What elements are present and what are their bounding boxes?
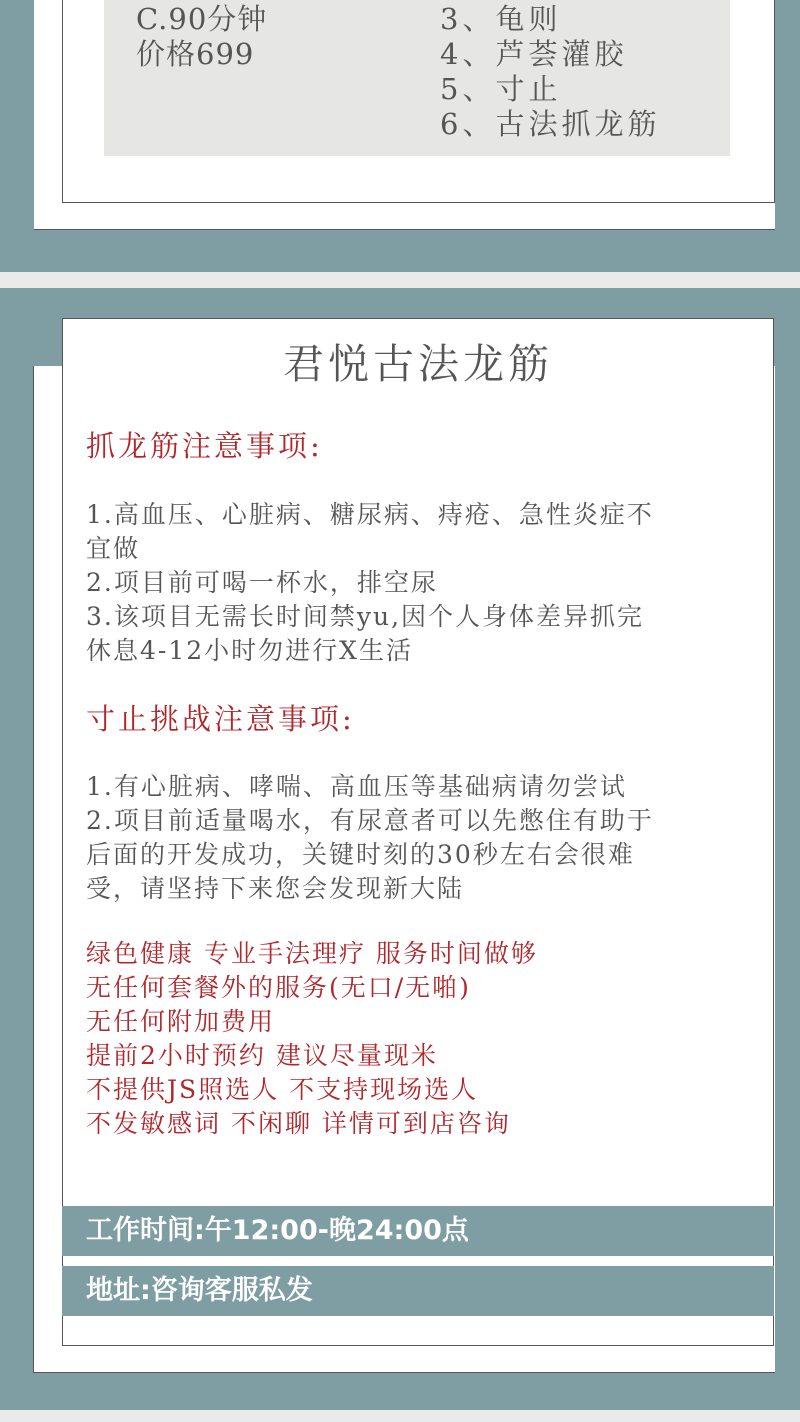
price-info (136, 2, 267, 72)
section-line: 2.项目前可喝一杯水，排空尿 (86, 568, 438, 597)
section-line: 3.该项目无需长时间禁yu,因个人身体差异抓完 (86, 602, 645, 631)
section-body-cunzhi (86, 770, 766, 906)
section-line: 后面的开发成功，关键时刻的30秒左右会很难 (86, 840, 635, 869)
section-line: 宜做 (86, 534, 141, 563)
hours-text: 工作时间:午12:00-晚24:00点 (86, 1215, 469, 1246)
list-item: 5、寸止 (440, 72, 562, 106)
section-line: 2.项目前适量喝水，有尿意者可以先憋住有助于 (86, 806, 654, 835)
list-item: 4、芦荟灌胶 (440, 37, 628, 71)
top-card-border-line (34, 229, 775, 230)
list-item: 6、古法抓龙筋 (440, 107, 661, 141)
service-list (440, 2, 660, 142)
address-text: 地址:咨询客服私发 (86, 1275, 313, 1306)
main-card-outer-bottom-line (33, 1372, 775, 1373)
section-line: 休息4-12小时勿进行X生活 (86, 636, 413, 665)
note-line: 不发敏感词 不闲聊 详情可到店咨询 (86, 1109, 511, 1138)
section-heading-cunzhi: 寸止挑战注意事项: (86, 702, 355, 736)
address-bar (62, 1266, 774, 1316)
note-line: 无任何套餐外的服务(无口/无啪) (86, 973, 471, 1002)
section-line: 1.高血压、心脏病、糖尿病、痔疮、急性炎症不 (86, 500, 654, 529)
top-card-inner-right-line (774, 0, 775, 203)
note-line: 绿色健康 专业手法理疗 服务时间做够 (86, 939, 538, 968)
section-line: 1.有心脏病、哮喘、高血压等基础病请勿尝试 (86, 772, 627, 801)
section-line: 受，请坚持下来您会发现新大陆 (86, 874, 465, 903)
note-line: 提前2小时预约 建议尽量现米 (86, 1041, 438, 1070)
page-title: 君悦古法龙筋 (283, 340, 553, 388)
duration-label: C.90分钟 (136, 2, 268, 36)
hours-bar (62, 1206, 774, 1256)
list-item: 3、龟则 (440, 2, 562, 36)
note-line: 无任何附加费用 (86, 1007, 276, 1036)
main-card-outer-left-line (33, 366, 34, 1373)
service-notes (86, 937, 538, 1141)
top-card-inner-left-line (62, 0, 63, 202)
note-line: 不提供JS照选人 不支持现场选人 (86, 1075, 479, 1104)
section-body-longjin (86, 498, 766, 668)
top-card-inner-bottom-line (62, 202, 774, 203)
price-label: 价格699 (136, 37, 255, 71)
section-heading-longjin: 抓龙筋注意事项: (86, 429, 323, 463)
